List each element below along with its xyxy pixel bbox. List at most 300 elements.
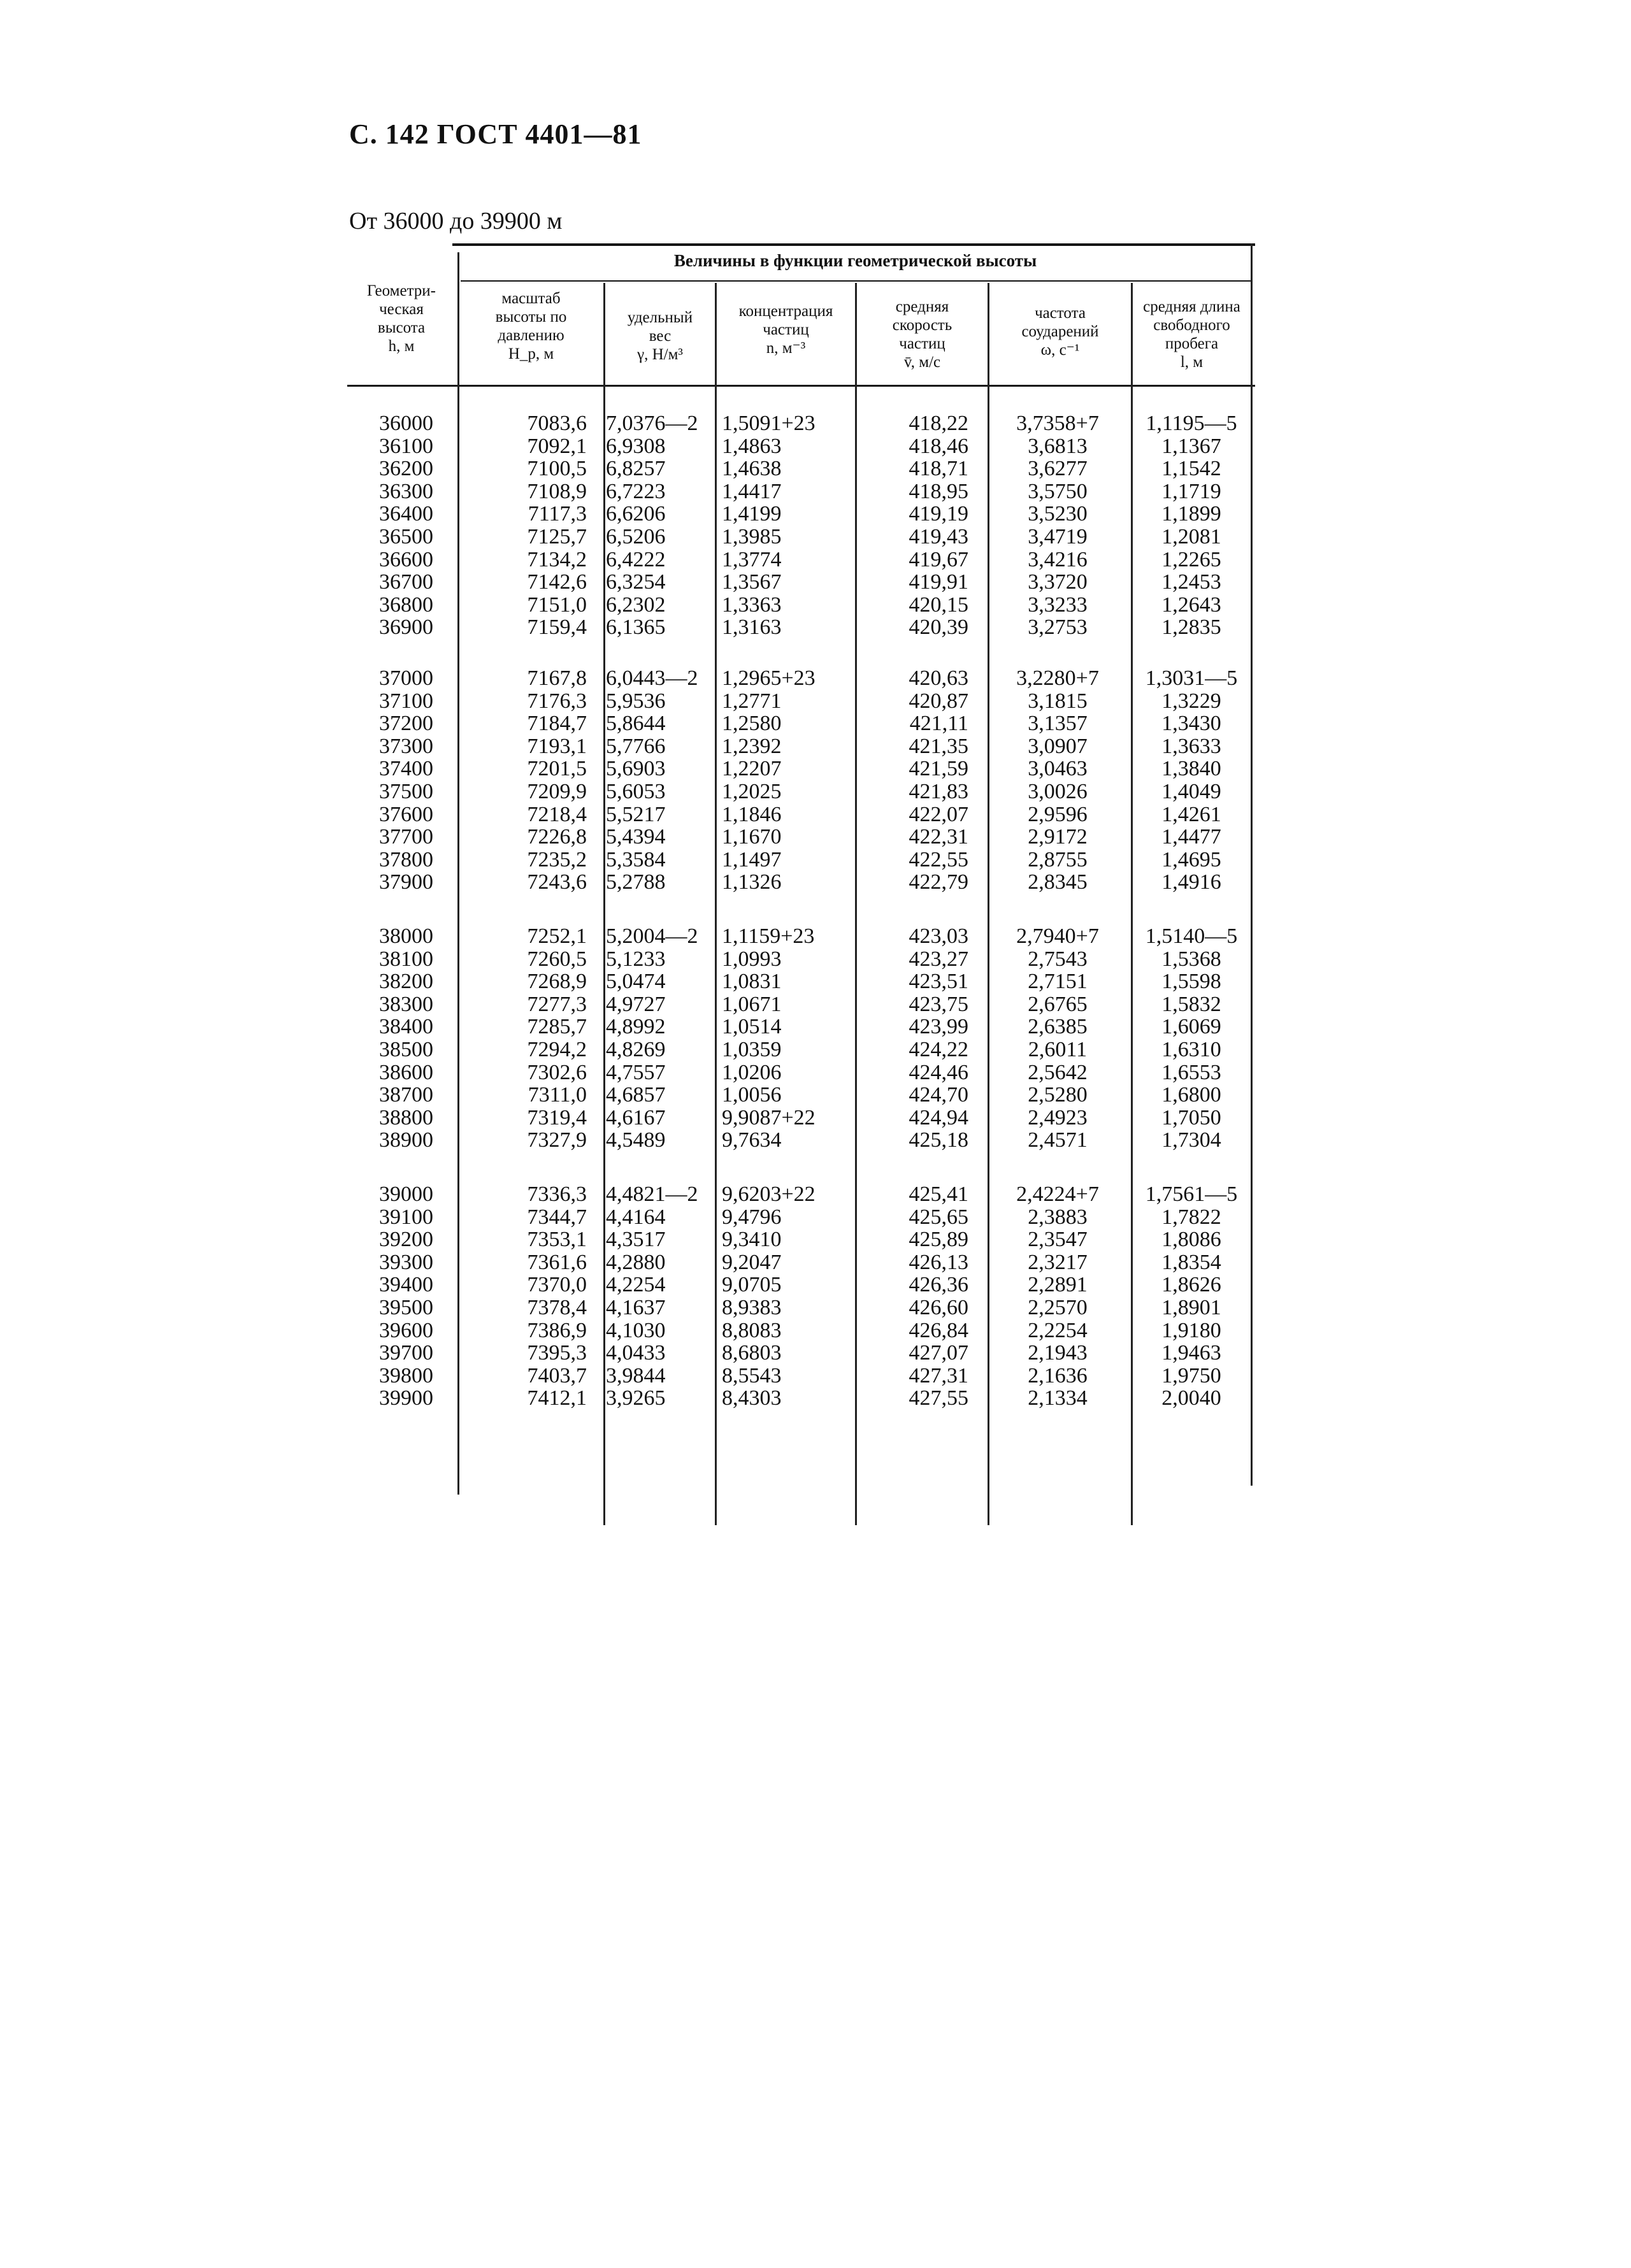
cell-particle-concentration: 1,1670 <box>722 825 782 849</box>
cell-pressure-scale-height: 7252,1 <box>527 924 587 948</box>
cell-mean-free-path: 1,7304 <box>1161 1128 1221 1152</box>
cell-specific-weight: 5,9536 <box>606 689 666 713</box>
cell-mean-particle-speed: 427,31 <box>909 1363 968 1388</box>
cell-geometric-height: 37200 <box>379 712 433 736</box>
cell-mean-free-path: 1,7822 <box>1161 1205 1221 1229</box>
cell-pressure-scale-height: 7386,9 <box>527 1318 587 1342</box>
cell-specific-weight: 5,3584 <box>606 847 666 872</box>
cell-pressure-scale-height: 7100,5 <box>527 457 587 481</box>
cell-geometric-height: 38800 <box>379 1105 433 1130</box>
col-divider-4 <box>855 283 857 1525</box>
cell-geometric-height: 36100 <box>379 434 433 458</box>
cell-collision-frequency: 2,4923 <box>1028 1105 1088 1130</box>
cell-specific-weight: 4,9727 <box>606 992 666 1016</box>
cell-collision-frequency: 2,8755 <box>1028 847 1088 872</box>
cell-mean-free-path: 1,4477 <box>1161 825 1221 849</box>
cell-mean-particle-speed: 420,39 <box>909 615 968 640</box>
cell-specific-weight: 5,1233 <box>606 947 666 971</box>
cell-mean-free-path: 1,9750 <box>1161 1363 1221 1388</box>
cell-geometric-height: 37900 <box>379 870 433 894</box>
cell-mean-free-path: 1,6553 <box>1161 1060 1221 1084</box>
cell-geometric-height: 39500 <box>379 1296 433 1319</box>
cell-collision-frequency: 3,6813 <box>1028 434 1088 458</box>
cell-mean-particle-speed: 420,15 <box>909 592 968 617</box>
cell-mean-free-path: 1,8901 <box>1161 1296 1221 1319</box>
cell-collision-frequency: 2,9596 <box>1028 802 1088 826</box>
cell-particle-concentration: 9,7634 <box>722 1128 782 1152</box>
page-header: С. 142 ГОСТ 4401—81 <box>349 118 642 150</box>
cell-geometric-height: 36900 <box>379 615 433 640</box>
cell-mean-particle-speed: 419,67 <box>909 547 968 571</box>
cell-specific-weight: 4,7557 <box>606 1060 666 1084</box>
cell-collision-frequency: 2,6011 <box>1028 1038 1088 1061</box>
cell-mean-free-path: 1,9463 <box>1161 1341 1221 1365</box>
cell-geometric-height: 37400 <box>379 757 433 781</box>
cell-pressure-scale-height: 7277,3 <box>527 992 587 1016</box>
cell-mean-particle-speed: 423,03 <box>909 924 968 948</box>
cell-particle-concentration: 8,4303 <box>722 1386 782 1410</box>
cell-pressure-scale-height: 7285,7 <box>527 1015 587 1039</box>
cell-mean-particle-speed: 427,07 <box>909 1341 968 1365</box>
cell-mean-particle-speed: 426,60 <box>909 1296 968 1319</box>
cell-particle-concentration: 1,3985 <box>722 525 782 549</box>
header-bottom-rule <box>347 385 1255 387</box>
cell-specific-weight: 6,8257 <box>606 457 666 481</box>
cell-mean-particle-speed: 418,71 <box>909 457 968 481</box>
cell-mean-particle-speed: 424,22 <box>909 1038 968 1061</box>
cell-mean-free-path: 1,1542 <box>1161 457 1221 481</box>
cell-mean-particle-speed: 423,27 <box>909 947 968 971</box>
cell-geometric-height: 39300 <box>379 1250 433 1274</box>
cell-geometric-height: 38900 <box>379 1128 433 1152</box>
cell-pressure-scale-height: 7092,1 <box>527 434 587 458</box>
cell-mean-particle-speed: 418,46 <box>909 434 968 458</box>
header-pressure-scale-height: масштаб высоты по давлению H_p, м <box>495 290 567 362</box>
cell-geometric-height: 38400 <box>379 1015 433 1039</box>
cell-pressure-scale-height: 7353,1 <box>527 1228 587 1252</box>
cell-mean-free-path: 1,3229 <box>1161 689 1221 713</box>
cell-mean-particle-speed: 425,65 <box>909 1205 968 1229</box>
cell-particle-concentration: 1,0514 <box>722 1015 782 1039</box>
cell-pressure-scale-height: 7108,9 <box>527 479 587 503</box>
cell-geometric-height: 38300 <box>379 992 433 1016</box>
cell-geometric-height: 38100 <box>379 947 433 971</box>
cell-collision-frequency: 2,1943 <box>1028 1341 1088 1365</box>
cell-mean-particle-speed: 425,41 <box>909 1182 968 1206</box>
cell-collision-frequency: 3,0026 <box>1028 780 1088 803</box>
cell-pressure-scale-height: 7134,2 <box>527 547 587 571</box>
col-divider-5 <box>988 283 989 1525</box>
cell-mean-free-path: 1,7561—5 <box>1145 1182 1238 1206</box>
cell-geometric-height: 38500 <box>379 1038 433 1061</box>
cell-specific-weight: 4,1030 <box>606 1318 666 1342</box>
cell-geometric-height: 36000 <box>379 412 433 435</box>
cell-pressure-scale-height: 7167,8 <box>527 666 587 690</box>
cell-particle-concentration: 9,9087+22 <box>722 1105 816 1130</box>
cell-mean-free-path: 1,6310 <box>1161 1038 1221 1061</box>
cell-collision-frequency: 2,3547 <box>1028 1228 1088 1252</box>
cell-mean-free-path: 1,5832 <box>1161 992 1221 1016</box>
cell-geometric-height: 36700 <box>379 570 433 594</box>
cell-pressure-scale-height: 7378,4 <box>527 1296 587 1319</box>
cell-specific-weight: 4,6167 <box>606 1105 666 1130</box>
cell-particle-concentration: 1,2771 <box>722 689 782 713</box>
cell-mean-particle-speed: 426,84 <box>909 1318 968 1342</box>
cell-geometric-height: 39600 <box>379 1318 433 1342</box>
cell-particle-concentration: 8,9383 <box>722 1296 782 1319</box>
cell-mean-free-path: 1,6069 <box>1161 1015 1221 1039</box>
cell-geometric-height: 37100 <box>379 689 433 713</box>
cell-particle-concentration: 1,0831 <box>722 970 782 994</box>
cell-mean-particle-speed: 426,13 <box>909 1250 968 1274</box>
cell-pressure-scale-height: 7218,4 <box>527 802 587 826</box>
cell-specific-weight: 6,2302 <box>606 592 666 617</box>
cell-particle-concentration: 9,3410 <box>722 1228 782 1252</box>
cell-collision-frequency: 3,0463 <box>1028 757 1088 781</box>
cell-specific-weight: 7,0376—2 <box>606 412 698 435</box>
atmosphere-table <box>347 243 1255 1530</box>
cell-collision-frequency: 3,5750 <box>1028 479 1088 503</box>
cell-mean-particle-speed: 423,75 <box>909 992 968 1016</box>
cell-geometric-height: 37600 <box>379 802 433 826</box>
cell-collision-frequency: 2,5280 <box>1028 1083 1088 1107</box>
cell-mean-free-path: 1,9180 <box>1161 1318 1221 1342</box>
cell-geometric-height: 39100 <box>379 1205 433 1229</box>
cell-pressure-scale-height: 7361,6 <box>527 1250 587 1274</box>
cell-pressure-scale-height: 7268,9 <box>527 970 587 994</box>
col-divider-2 <box>603 283 605 1525</box>
cell-mean-particle-speed: 421,11 <box>909 712 968 736</box>
cell-particle-concentration: 1,1159+23 <box>722 924 815 948</box>
cell-pressure-scale-height: 7395,3 <box>527 1341 587 1365</box>
cell-geometric-height: 36600 <box>379 547 433 571</box>
cell-mean-particle-speed: 426,36 <box>909 1273 968 1297</box>
cell-collision-frequency: 2,2570 <box>1028 1296 1088 1319</box>
cell-specific-weight: 5,7766 <box>606 734 666 758</box>
cell-mean-particle-speed: 423,99 <box>909 1015 968 1039</box>
cell-geometric-height: 37700 <box>379 825 433 849</box>
cell-mean-free-path: 1,2265 <box>1161 547 1221 571</box>
cell-particle-concentration: 8,8083 <box>722 1318 782 1342</box>
cell-specific-weight: 4,2254 <box>606 1273 666 1297</box>
span-header-rule <box>461 280 1251 282</box>
cell-particle-concentration: 1,2025 <box>722 780 782 803</box>
cell-pressure-scale-height: 7201,5 <box>527 757 587 781</box>
cell-particle-concentration: 1,3774 <box>722 547 782 571</box>
cell-collision-frequency: 3,4216 <box>1028 547 1088 571</box>
cell-particle-concentration: 1,1497 <box>722 847 782 872</box>
cell-particle-concentration: 1,0206 <box>722 1060 782 1084</box>
cell-particle-concentration: 1,0993 <box>722 947 782 971</box>
cell-geometric-height: 39200 <box>379 1228 433 1252</box>
cell-collision-frequency: 3,0907 <box>1028 734 1088 758</box>
cell-mean-particle-speed: 421,59 <box>909 757 968 781</box>
cell-particle-concentration: 9,6203+22 <box>722 1182 816 1206</box>
cell-collision-frequency: 2,3217 <box>1028 1250 1088 1274</box>
cell-collision-frequency: 2,3883 <box>1028 1205 1088 1229</box>
cell-pressure-scale-height: 7302,6 <box>527 1060 587 1084</box>
header-specific-weight: удельный вес γ, Н/м³ <box>627 309 693 363</box>
col-divider-6 <box>1131 283 1133 1525</box>
cell-mean-free-path: 1,8086 <box>1161 1228 1221 1252</box>
cell-specific-weight: 6,7223 <box>606 479 666 503</box>
span-header: Величины в функции геометрической высоты <box>673 251 1037 270</box>
cell-pressure-scale-height: 7209,9 <box>527 780 587 803</box>
cell-mean-free-path: 1,4049 <box>1161 780 1221 803</box>
cell-collision-frequency: 2,1636 <box>1028 1363 1088 1388</box>
cell-geometric-height: 37000 <box>379 666 433 690</box>
cell-mean-particle-speed: 418,95 <box>909 479 968 503</box>
cell-mean-free-path: 1,7050 <box>1161 1105 1221 1130</box>
cell-pressure-scale-height: 7344,7 <box>527 1205 587 1229</box>
cell-mean-free-path: 1,2835 <box>1161 615 1221 640</box>
cell-geometric-height: 36300 <box>379 479 433 503</box>
cell-collision-frequency: 2,1334 <box>1028 1386 1088 1410</box>
cell-particle-concentration: 1,0056 <box>722 1083 782 1107</box>
cell-mean-free-path: 1,8626 <box>1161 1273 1221 1297</box>
cell-geometric-height: 38200 <box>379 970 433 994</box>
cell-collision-frequency: 2,4571 <box>1028 1128 1088 1152</box>
cell-pressure-scale-height: 7370,0 <box>527 1273 587 1297</box>
cell-specific-weight: 4,0433 <box>606 1341 666 1365</box>
cell-pressure-scale-height: 7117,3 <box>528 502 587 526</box>
col-divider-7 <box>1251 243 1253 1486</box>
cell-geometric-height: 36800 <box>379 592 433 617</box>
cell-specific-weight: 5,2004—2 <box>606 924 698 948</box>
cell-pressure-scale-height: 7151,0 <box>527 592 587 617</box>
header-particle-concentration: концентрация частиц n, м⁻³ <box>738 303 833 357</box>
cell-geometric-height: 39700 <box>379 1341 433 1365</box>
cell-specific-weight: 6,4222 <box>606 547 666 571</box>
cell-particle-concentration: 1,5091+23 <box>722 412 816 435</box>
cell-particle-concentration: 9,4796 <box>722 1205 782 1229</box>
cell-pressure-scale-height: 7193,1 <box>527 734 587 758</box>
cell-pressure-scale-height: 7336,3 <box>527 1182 587 1206</box>
cell-collision-frequency: 2,6385 <box>1028 1015 1088 1039</box>
cell-collision-frequency: 3,3720 <box>1028 570 1088 594</box>
cell-pressure-scale-height: 7327,9 <box>527 1128 587 1152</box>
cell-mean-particle-speed: 422,79 <box>909 870 968 894</box>
cell-mean-particle-speed: 424,94 <box>909 1105 968 1130</box>
cell-mean-free-path: 1,8354 <box>1161 1250 1221 1274</box>
col-divider-3 <box>715 283 717 1525</box>
cell-specific-weight: 5,0474 <box>606 970 666 994</box>
cell-mean-particle-speed: 419,43 <box>909 525 968 549</box>
cell-specific-weight: 4,5489 <box>606 1128 666 1152</box>
cell-specific-weight: 6,0443—2 <box>606 666 698 690</box>
cell-particle-concentration: 1,4863 <box>722 434 782 458</box>
cell-mean-free-path: 1,2081 <box>1161 525 1221 549</box>
cell-geometric-height: 37300 <box>379 734 433 758</box>
cell-collision-frequency: 2,7940+7 <box>1016 924 1099 948</box>
cell-mean-particle-speed: 425,89 <box>909 1228 968 1252</box>
cell-mean-particle-speed: 424,46 <box>909 1060 968 1084</box>
cell-mean-free-path: 1,1899 <box>1161 502 1221 526</box>
cell-geometric-height: 36500 <box>379 525 433 549</box>
cell-pressure-scale-height: 7235,2 <box>527 847 587 872</box>
cell-specific-weight: 4,1637 <box>606 1296 666 1319</box>
cell-mean-free-path: 1,1719 <box>1161 479 1221 503</box>
cell-collision-frequency: 3,2753 <box>1028 615 1088 640</box>
cell-collision-frequency: 3,7358+7 <box>1016 412 1099 435</box>
cell-geometric-height: 36400 <box>379 502 433 526</box>
cell-geometric-height: 37800 <box>379 847 433 872</box>
cell-specific-weight: 4,3517 <box>606 1228 666 1252</box>
cell-geometric-height: 39800 <box>379 1363 433 1388</box>
cell-collision-frequency: 2,9172 <box>1028 825 1088 849</box>
cell-particle-concentration: 8,5543 <box>722 1363 782 1388</box>
cell-mean-free-path: 1,3430 <box>1161 712 1221 736</box>
cell-geometric-height: 38700 <box>379 1083 433 1107</box>
cell-specific-weight: 4,4164 <box>606 1205 666 1229</box>
cell-collision-frequency: 2,5642 <box>1028 1060 1088 1084</box>
cell-pressure-scale-height: 7243,6 <box>527 870 587 894</box>
cell-specific-weight: 6,3254 <box>606 570 666 594</box>
cell-mean-free-path: 1,5368 <box>1161 947 1221 971</box>
cell-mean-particle-speed: 422,07 <box>909 802 968 826</box>
cell-geometric-height: 38600 <box>379 1060 433 1084</box>
header-geometric-height: Геометри- ческая высота h, м <box>366 282 436 355</box>
cell-collision-frequency: 2,7151 <box>1028 970 1088 994</box>
cell-specific-weight: 6,5206 <box>606 525 666 549</box>
cell-pressure-scale-height: 7319,4 <box>527 1105 587 1130</box>
cell-collision-frequency: 3,1357 <box>1028 712 1088 736</box>
cell-specific-weight: 5,8644 <box>606 712 666 736</box>
cell-particle-concentration: 1,2207 <box>722 757 782 781</box>
cell-particle-concentration: 9,2047 <box>722 1250 782 1274</box>
cell-mean-free-path: 1,6800 <box>1161 1083 1221 1107</box>
cell-mean-particle-speed: 419,91 <box>909 570 968 594</box>
cell-particle-concentration: 8,6803 <box>722 1341 782 1365</box>
cell-mean-free-path: 1,3031—5 <box>1145 666 1238 690</box>
cell-specific-weight: 6,9308 <box>606 434 666 458</box>
header-collision-frequency: частота соударений ω, с⁻¹ <box>1021 305 1099 359</box>
cell-mean-free-path: 1,2453 <box>1161 570 1221 594</box>
cell-mean-particle-speed: 427,55 <box>909 1386 968 1410</box>
cell-mean-free-path: 1,4916 <box>1161 870 1221 894</box>
cell-particle-concentration: 1,2580 <box>722 712 782 736</box>
cell-particle-concentration: 1,0671 <box>722 992 782 1016</box>
cell-particle-concentration: 1,2392 <box>722 734 782 758</box>
cell-particle-concentration: 1,1326 <box>722 870 782 894</box>
cell-specific-weight: 5,6053 <box>606 780 666 803</box>
cell-mean-particle-speed: 422,55 <box>909 847 968 872</box>
cell-specific-weight: 4,8269 <box>606 1038 666 1061</box>
cell-mean-free-path: 1,3840 <box>1161 757 1221 781</box>
cell-specific-weight: 3,9265 <box>606 1386 666 1410</box>
cell-pressure-scale-height: 7142,6 <box>527 570 587 594</box>
cell-pressure-scale-height: 7184,7 <box>527 712 587 736</box>
cell-particle-concentration: 1,1846 <box>722 802 782 826</box>
cell-mean-free-path: 1,4695 <box>1161 847 1221 872</box>
cell-collision-frequency: 3,2280+7 <box>1016 666 1099 690</box>
cell-particle-concentration: 1,3363 <box>722 592 782 617</box>
cell-pressure-scale-height: 7159,4 <box>527 615 587 640</box>
cell-geometric-height: 38000 <box>379 924 433 948</box>
cell-particle-concentration: 1,4638 <box>722 457 782 481</box>
cell-pressure-scale-height: 7412,1 <box>527 1386 587 1410</box>
cell-pressure-scale-height: 7403,7 <box>527 1363 587 1388</box>
cell-mean-free-path: 1,3633 <box>1161 734 1221 758</box>
range-title: От 36000 до 39900 м <box>349 208 563 234</box>
cell-mean-free-path: 1,5598 <box>1161 970 1221 994</box>
cell-collision-frequency: 2,2891 <box>1028 1273 1088 1297</box>
cell-collision-frequency: 2,7543 <box>1028 947 1088 971</box>
cell-geometric-height: 39400 <box>379 1273 433 1297</box>
cell-collision-frequency: 2,6765 <box>1028 992 1088 1016</box>
cell-specific-weight: 5,6903 <box>606 757 666 781</box>
table-top-rule <box>452 243 1255 246</box>
cell-mean-free-path: 1,1195—5 <box>1146 412 1237 435</box>
cell-mean-particle-speed: 425,18 <box>909 1128 968 1152</box>
cell-pressure-scale-height: 7083,6 <box>527 412 587 435</box>
cell-particle-concentration: 1,4199 <box>722 502 782 526</box>
cell-mean-free-path: 2,0040 <box>1161 1386 1221 1410</box>
cell-pressure-scale-height: 7176,3 <box>527 689 587 713</box>
cell-specific-weight: 6,1365 <box>606 615 666 640</box>
cell-mean-particle-speed: 421,35 <box>909 734 968 758</box>
cell-mean-particle-speed: 418,22 <box>909 412 968 435</box>
cell-particle-concentration: 9,0705 <box>722 1273 782 1297</box>
cell-collision-frequency: 3,4719 <box>1028 525 1088 549</box>
cell-mean-particle-speed: 420,87 <box>909 689 968 713</box>
cell-pressure-scale-height: 7260,5 <box>527 947 587 971</box>
cell-geometric-height: 39900 <box>379 1386 433 1410</box>
cell-pressure-scale-height: 7226,8 <box>527 825 587 849</box>
header-mean-particle-speed: средняя скорость частиц v̄, м/с <box>892 298 952 371</box>
cell-specific-weight: 4,8992 <box>606 1015 666 1039</box>
cell-collision-frequency: 3,1815 <box>1028 689 1088 713</box>
cell-geometric-height: 37500 <box>379 780 433 803</box>
cell-mean-particle-speed: 423,51 <box>909 970 968 994</box>
header-mean-free-path: средняя длина свободного пробега l, м <box>1143 298 1240 371</box>
cell-collision-frequency: 2,8345 <box>1028 870 1088 894</box>
cell-specific-weight: 3,9844 <box>606 1363 666 1388</box>
cell-collision-frequency: 3,3233 <box>1028 592 1088 617</box>
cell-specific-weight: 5,5217 <box>606 802 666 826</box>
cell-specific-weight: 5,2788 <box>606 870 666 894</box>
cell-pressure-scale-height: 7294,2 <box>527 1038 587 1061</box>
cell-particle-concentration: 1,2965+23 <box>722 666 816 690</box>
cell-pressure-scale-height: 7311,0 <box>528 1083 587 1107</box>
cell-mean-free-path: 1,2643 <box>1161 592 1221 617</box>
cell-mean-particle-speed: 424,70 <box>909 1083 968 1107</box>
cell-mean-particle-speed: 421,83 <box>909 780 968 803</box>
cell-specific-weight: 4,2880 <box>606 1250 666 1274</box>
cell-mean-particle-speed: 422,31 <box>909 825 968 849</box>
cell-mean-free-path: 1,4261 <box>1161 802 1221 826</box>
cell-collision-frequency: 3,6277 <box>1028 457 1088 481</box>
cell-collision-frequency: 3,5230 <box>1028 502 1088 526</box>
cell-mean-particle-speed: 420,63 <box>909 666 968 690</box>
cell-specific-weight: 6,6206 <box>606 502 666 526</box>
cell-geometric-height: 39000 <box>379 1182 433 1206</box>
cell-particle-concentration: 1,3163 <box>722 615 782 640</box>
cell-particle-concentration: 1,0359 <box>722 1038 782 1061</box>
cell-collision-frequency: 2,2254 <box>1028 1318 1088 1342</box>
cell-geometric-height: 36200 <box>379 457 433 481</box>
cell-mean-particle-speed: 419,19 <box>909 502 968 526</box>
cell-specific-weight: 5,4394 <box>606 825 666 849</box>
cell-specific-weight: 4,4821—2 <box>606 1182 698 1206</box>
cell-particle-concentration: 1,4417 <box>722 479 782 503</box>
cell-pressure-scale-height: 7125,7 <box>527 525 587 549</box>
cell-collision-frequency: 2,4224+7 <box>1016 1182 1099 1206</box>
cell-particle-concentration: 1,3567 <box>722 570 782 594</box>
cell-mean-free-path: 1,5140—5 <box>1145 924 1238 948</box>
cell-mean-free-path: 1,1367 <box>1161 434 1221 458</box>
cell-specific-weight: 4,6857 <box>606 1083 666 1107</box>
